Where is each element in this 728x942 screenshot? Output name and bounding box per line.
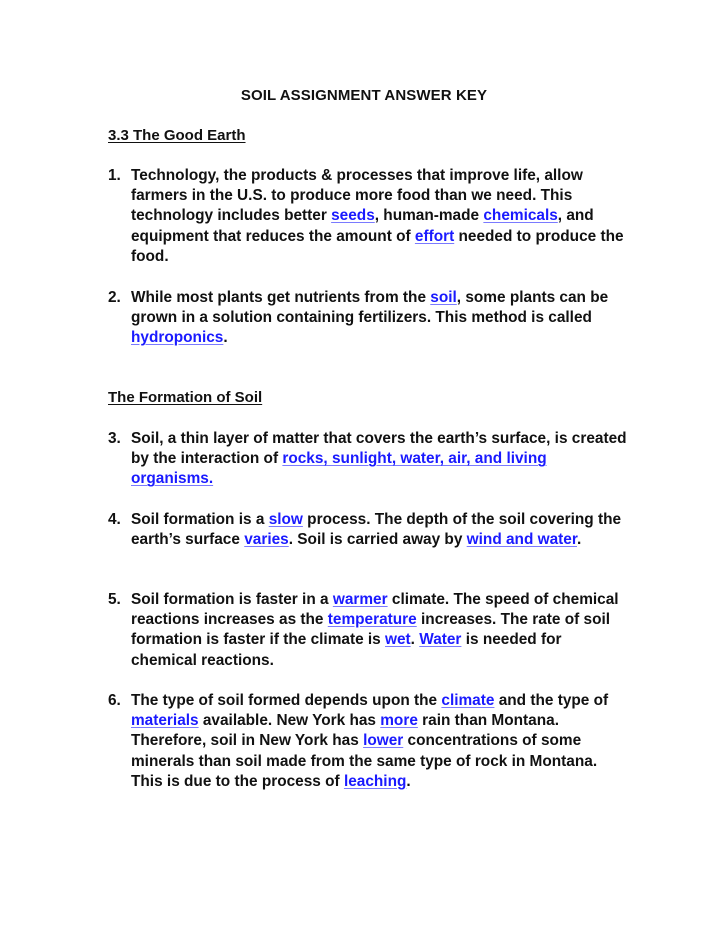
question-4: [108, 510, 628, 550]
answer-link[interactable]: temperature: [327, 611, 417, 629]
answer-link[interactable]: slow: [268, 511, 303, 528]
question-5: [108, 590, 628, 671]
question-number: 4.: [108, 511, 121, 528]
answer-link[interactable]: more: [380, 712, 418, 730]
question-text: Soil formation is a slow process. The depth of the soil covering the earth’s surface varies. Soil is carried away by wind and water.: [131, 511, 622, 549]
question-number: 2.: [108, 289, 121, 306]
answer-link[interactable]: varies: [244, 531, 289, 549]
section-heading-formation-of-soil: The Formation of Soil: [108, 389, 263, 406]
question-text: Technology, the products & processes that improve life, allow farmers in the U.S. to produce more food than we need. This technology includes better seeds, human-made chemicals, and equipment that reduces the amount of effort needed to produce the food.: [131, 167, 624, 265]
answer-link[interactable]: climate: [441, 692, 495, 709]
answer-link[interactable]: lower: [363, 732, 404, 750]
answer-link[interactable]: chemicals: [483, 207, 558, 225]
answer-link[interactable]: Water: [419, 631, 462, 649]
question-number: 3.: [108, 430, 121, 447]
answer-link[interactable]: warmer: [332, 591, 388, 608]
answer-link[interactable]: wind and water: [466, 531, 577, 549]
question-2: [108, 288, 628, 349]
answer-link[interactable]: rocks, sunlight, water, air, and living organisms.: [131, 450, 547, 488]
question-3: [108, 429, 628, 490]
question-text: While most plants get nutrients from the soil, some plants can be grown in a solution containing fertilizers. This method is called hydroponics.: [131, 289, 609, 347]
question-number: 6.: [108, 692, 121, 709]
answer-link[interactable]: seeds: [331, 207, 375, 225]
question-6: [108, 691, 628, 792]
question-number: 5.: [108, 591, 121, 608]
question-text: Soil formation is faster in a warmer climate. The speed of chemical reactions increases as the temperature increases. The rate of soil formation is faster if the climate is wet. Water is needed for chemical reactions.: [131, 591, 619, 669]
answer-link[interactable]: hydroponics: [131, 329, 224, 347]
answer-link[interactable]: materials: [131, 712, 199, 730]
section-heading-good-earth: 3.3 The Good Earth: [108, 127, 246, 144]
question-number: 1.: [108, 167, 121, 184]
answer-link[interactable]: effort: [414, 227, 455, 245]
question-text: The type of soil formed depends upon the climate and the type of materials available. New York has more rain than Montana. Therefore, soil in New York has lower concentrations of some minerals than soil made from the same type of rock in Montana. This is due to the process of leaching.: [131, 692, 609, 790]
answer-link[interactable]: soil: [430, 289, 457, 306]
answer-link[interactable]: leaching: [343, 772, 407, 790]
page-title: SOIL ASSIGNMENT ANSWER KEY: [240, 87, 488, 104]
question-text: Soil, a thin layer of matter that covers the earth’s surface, is created by the interaction of rocks, sunlight, water, air, and living organisms.: [131, 430, 627, 488]
answer-link[interactable]: wet: [385, 631, 411, 649]
question-1: [108, 166, 628, 267]
